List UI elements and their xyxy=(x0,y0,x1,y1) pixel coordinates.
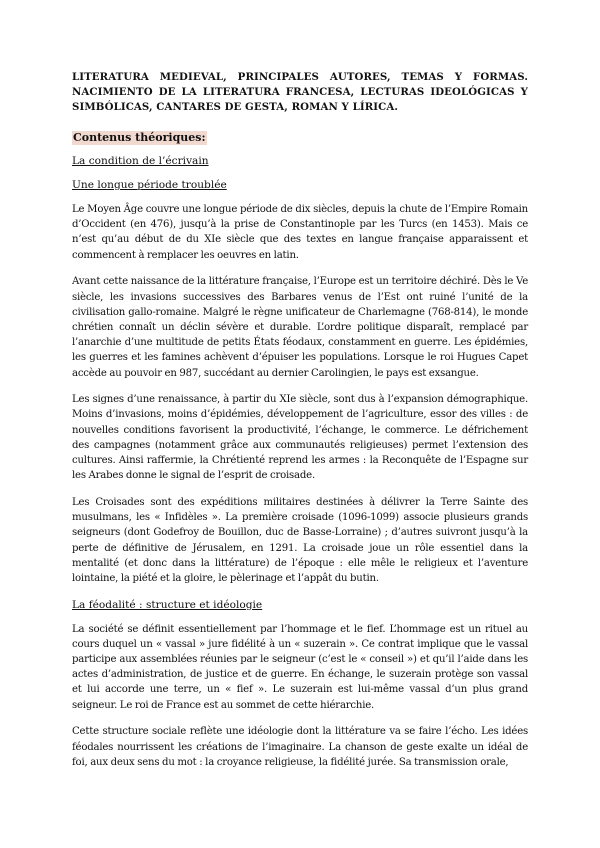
paragraph: Les signes d’une renaissance, à partir du XIe siècle, sont dus à l’expansion démographique. Moins d’invasions, moins d’épidémies, développement de l’agriculture, essor des villes : de nouvelles conditions favorisent la productivité, l’échange, le commerce. Le défrichement des campagnes (notamment grâce aux communautés religieuses) permet l’extension des cultures. Ainsi raffermie, la Chrétienté reprend les armes : la Reconquête de l’Espagne sur les Arabes donne le signal de l’esprit de croisade. xyxy=(72,394,528,482)
heading-feodalite: La féodalité : structure et idéologie xyxy=(72,598,263,611)
document-title: LITERATURA MEDIEVAL, PRINCIPALES AUTORES, TEMAS Y FORMAS. NACIMIENTO DE LA LITERATURA FRANCESA, LECTURAS IDEOLÓGICAS Y SIMBÓLICAS, CANTARES DE GESTA, ROMAN Y LÍRICA. xyxy=(72,71,528,113)
paragraph: La société se définit essentiellement par l’hommage et le fief. L’hommage est un rituel au cours duquel un « vassal » jure fidélité à un « suzerain ». Ce contrat implique que le vassal participe aux assemblées réunies par le seigneur (c’est le « conseil ») et qu’il l’aide dans les actes d’administration, de justice et de guerre. En échange, le suzerain protège son vassal et lui accorde une terre, un « fief ». Le suzerain est lui-même vassal d’un plus grand seigneur. Le roi de France est au sommet de cette hiérarchie. xyxy=(72,623,528,711)
heading-condition: La condition de l’écrivain xyxy=(72,155,209,167)
paragraph: Les Croisades sont des expéditions militaires destinées à délivrer la Terre Sainte des musulmans, les « Infidèles ». La première croisade (1096-1099) associe plusieurs grands seigneurs (dont Godefroy de Bouillon, duc de Basse-Lorraine) ; d’autres suivront jusqu’à la perte de définitive de Jérusalem, en 1291. La croisade joue un rôle essentiel dans la mentalité (et donc dans la littérature) de l’époque : elle mêle le religieux et l’aventure lointaine, la piété et la gloire, le pèlerinage et l’appât du butin. xyxy=(72,496,528,584)
paragraph: Avant cette naissance de la littérature française, l’Europe est un territoire déchiré. Dès le Ve siècle, les invasions successives des Barbares venus de l’Est ont ruiné l’unité de la civilisation gallo-romaine. Malgré le règne unificateur de Charlemagne (768-814), le monde chrétien connaît un déclin sévère et durable. L’ordre politique disparaît, remplacé par l’anarchie d’une multitude de petits États féodaux, constamment en guerre. Les épidémies, les guerres et les famines achèvent d’épuiser les populations. Lorsque le roi Hugues Capet accède au pouvoir en 987, succédant au dernier Carolingien, le pays est exsangue. xyxy=(72,276,528,379)
heading-periode: Une longue période troublée xyxy=(72,179,227,191)
section-label: Contenus théoriques: xyxy=(73,131,206,144)
paragraph: Cette structure sociale reflète une idéologie dont la littérature va se faire l’écho. Les idées féodales nourrissent les créations de l’imaginaire. La chanson de geste exalte un idéal de foi, aux deux sens du mot : la croyance religieuse, la fidélité jurée. Sa transmission orale, xyxy=(72,726,528,768)
paragraph: Le Moyen Âge couvre une longue période de dix siècles, depuis la chute de l’Empire Romain d’Occident (en 476), jusqu’à la prise de Constantinople par les Turcs (en 1453). Mais ce n’est qu’au début de du XIe siècle que des textes en langue française apparaissent et commencent à remplacer les oeuvres en latin. xyxy=(72,204,528,261)
